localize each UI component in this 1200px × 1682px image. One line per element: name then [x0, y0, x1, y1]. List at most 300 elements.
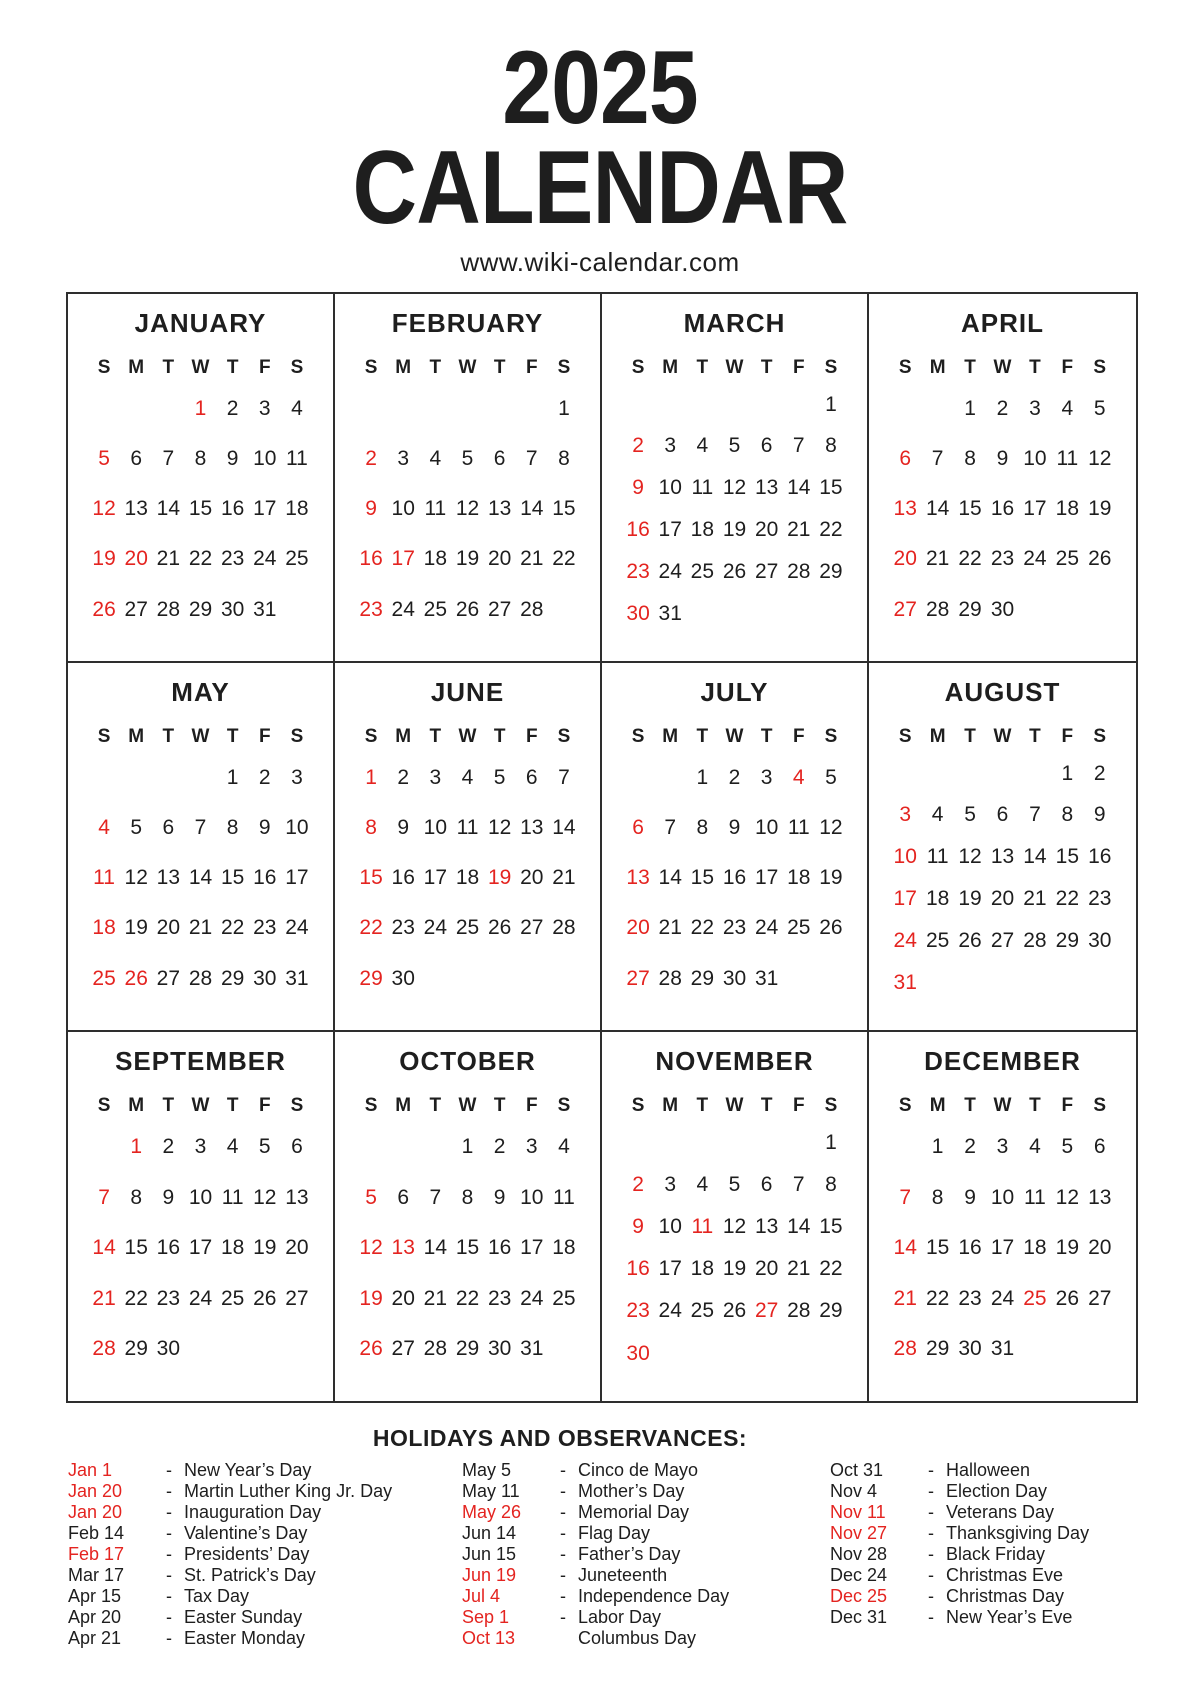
date-cell: 11 [926, 845, 949, 869]
date-cell: 12 [124, 866, 148, 890]
date-cell: 22 [690, 916, 715, 940]
date-cell: 21 [787, 1257, 811, 1281]
date-cell: 3 [291, 765, 303, 789]
holiday-date: May 11 [462, 1480, 520, 1501]
date-cell: 23 [359, 597, 383, 621]
date-cell: 6 [493, 446, 506, 470]
week-row [889, 794, 1116, 836]
date-cell: 1 [130, 1134, 143, 1158]
holiday-separator: - [928, 1564, 934, 1585]
month-title: MARCH [683, 307, 786, 338]
date-cell: 6 [130, 446, 143, 470]
date-cell: 27 [754, 1299, 779, 1323]
week-row [889, 484, 1116, 534]
day-header: S [1093, 1094, 1107, 1116]
date-cell: 31 [658, 601, 682, 625]
date-cell: 11 [456, 815, 479, 839]
date-cell: 19 [722, 518, 747, 542]
week-row [355, 953, 580, 1003]
day-header: F [258, 1094, 271, 1116]
date-cell: 20 [626, 916, 650, 940]
holiday-separator: - [166, 1501, 172, 1522]
week-row [355, 484, 580, 534]
date-cell: 20 [893, 547, 917, 571]
day-header: F [525, 725, 538, 747]
week-row [889, 962, 1116, 1004]
date-cell: 25 [285, 547, 309, 571]
date-cell: 28 [925, 597, 950, 621]
week-row [889, 1273, 1116, 1324]
day-header: M [662, 1094, 679, 1116]
date-cell: 21 [188, 916, 213, 940]
week-row [622, 1248, 847, 1290]
holiday-separator: - [166, 1522, 172, 1543]
holiday-date: Jan 20 [68, 1480, 123, 1501]
holiday-row [462, 1502, 830, 1523]
date-cell: 14 [552, 815, 576, 839]
day-header: T [1029, 725, 1041, 747]
date-cell: 28 [658, 966, 682, 990]
holiday-name: Martin Luther King Jr. Day [184, 1480, 393, 1501]
holiday-row [68, 1544, 462, 1565]
date-cell: 10 [423, 815, 448, 839]
holiday-separator: - [560, 1522, 566, 1543]
month-august [869, 663, 1136, 1032]
day-header: W [725, 725, 744, 747]
holiday-date: Nov 4 [830, 1480, 878, 1501]
date-cell: 8 [825, 1172, 837, 1196]
date-cell: 6 [525, 765, 538, 789]
date-cell: 17 [391, 547, 415, 571]
date-cell: 18 [285, 497, 309, 521]
day-header: S [557, 356, 571, 378]
holiday-separator [548, 1628, 578, 1649]
week-row [88, 953, 313, 1003]
holiday-column-3 [830, 1460, 1089, 1649]
week-row [88, 1172, 313, 1223]
holiday-name: Columbus Day [578, 1627, 697, 1648]
weekday-header-row [622, 358, 847, 378]
date-cell: 14 [156, 497, 181, 521]
week-row [355, 903, 580, 953]
date-cell: 29 [188, 597, 213, 621]
date-cell: 27 [391, 1337, 415, 1361]
date-cell: 8 [964, 446, 976, 470]
holiday-separator: - [928, 1543, 934, 1564]
holiday-name: Mother’s Day [578, 1480, 685, 1501]
day-header: S [631, 1094, 645, 1116]
day-header: S [898, 356, 912, 378]
month-title: APRIL [961, 307, 1044, 338]
date-cell: 23 [626, 559, 650, 583]
holiday-row [462, 1523, 830, 1544]
date-cell: 3 [397, 446, 410, 470]
page-header [0, 0, 1200, 278]
day-header: M [128, 356, 145, 378]
date-cell: 26 [253, 1286, 277, 1310]
date-cell: 5 [728, 1172, 741, 1196]
date-cell: 17 [1023, 497, 1047, 521]
week-row [88, 803, 313, 853]
date-cell: 1 [931, 1134, 944, 1158]
weekday-header-row [889, 358, 1116, 378]
date-cell: 20 [754, 1257, 779, 1281]
day-header: M [395, 356, 412, 378]
date-cell: 12 [92, 497, 116, 521]
date-cell: 2 [397, 765, 410, 789]
date-cell: 20 [754, 518, 779, 542]
date-cell: 28 [92, 1337, 116, 1361]
date-cell: 23 [958, 1286, 982, 1310]
holiday-name: Tax Day [184, 1585, 250, 1606]
holiday-name: Easter Monday [184, 1627, 306, 1648]
day-header: S [1093, 356, 1107, 378]
week-row [889, 920, 1116, 962]
date-cell: 24 [285, 916, 309, 940]
date-cell: 4 [696, 1172, 709, 1196]
date-cell: 19 [124, 916, 148, 940]
date-cell: 29 [819, 559, 843, 583]
date-cell: 8 [226, 815, 239, 839]
date-cell: 25 [220, 1286, 245, 1310]
date-cell: 19 [92, 547, 116, 571]
date-cell: 24 [253, 547, 277, 571]
week-row [622, 384, 847, 426]
holiday-row [68, 1607, 462, 1628]
date-cell: 27 [626, 966, 650, 990]
holiday-date: Jun 19 [462, 1564, 517, 1585]
week-row [889, 1324, 1116, 1375]
date-cell: 13 [124, 497, 148, 521]
day-header: F [792, 725, 805, 747]
week-row [622, 1122, 847, 1164]
month-title: JUNE [430, 676, 505, 707]
weekday-header-row [889, 727, 1116, 747]
date-cell: 16 [722, 866, 747, 890]
date-cell: 11 [787, 815, 810, 839]
month-february [335, 294, 602, 663]
date-cell: 14 [520, 497, 544, 521]
date-cell: 7 [558, 765, 570, 789]
date-cell: 9 [1093, 803, 1106, 827]
date-cell: 16 [626, 1257, 650, 1281]
date-cell: 4 [1029, 1134, 1041, 1158]
date-cell: 31 [520, 1337, 544, 1361]
date-cell: 10 [893, 845, 917, 869]
date-cell: 3 [664, 1172, 677, 1196]
holiday-name: Cinco de Mayo [578, 1459, 699, 1480]
week-row [622, 1290, 847, 1332]
holidays-section [0, 1425, 1200, 1649]
date-cell: 2 [996, 396, 1009, 420]
date-cell: 15 [552, 497, 576, 521]
date-cell: 25 [92, 966, 116, 990]
date-cell: 3 [664, 434, 677, 458]
day-header: S [364, 725, 378, 747]
date-cell: 26 [722, 559, 747, 583]
holiday-columns [68, 1460, 1200, 1649]
day-header: S [290, 356, 304, 378]
date-cell: 13 [990, 845, 1015, 869]
week-row [355, 753, 580, 803]
date-cell: 19 [819, 866, 843, 890]
date-cell: 26 [1088, 547, 1112, 571]
date-cell: 24 [391, 597, 415, 621]
date-cell: 29 [1055, 928, 1080, 952]
day-header: S [898, 1094, 912, 1116]
holiday-row [68, 1628, 462, 1649]
holiday-date: Jun 15 [462, 1543, 517, 1564]
date-cell: 12 [1088, 446, 1112, 470]
holiday-date: Nov 11 [830, 1501, 886, 1522]
holidays-title: HOLIDAYS AND OBSERVANCES: [372, 1424, 748, 1451]
date-cell: 21 [787, 518, 811, 542]
month-weeks [355, 384, 580, 635]
date-cell: 31 [754, 966, 779, 990]
date-cell: 21 [893, 1286, 917, 1310]
holiday-row [462, 1607, 830, 1628]
date-cell: 6 [760, 1172, 773, 1196]
date-cell: 23 [391, 916, 415, 940]
date-cell: 2 [162, 1134, 175, 1158]
date-cell: 25 [423, 597, 448, 621]
month-weeks [88, 753, 313, 1004]
day-header: S [364, 356, 378, 378]
holiday-separator: - [928, 1480, 934, 1501]
week-row [622, 753, 847, 803]
date-cell: 27 [487, 597, 512, 621]
weekday-header-row [355, 727, 580, 747]
week-row [355, 1223, 580, 1274]
date-cell: 28 [787, 559, 811, 583]
date-cell: 11 [93, 866, 115, 890]
date-cell: 2 [493, 1134, 506, 1158]
date-cell: 11 [1056, 446, 1079, 470]
holiday-separator: - [560, 1606, 566, 1627]
day-header: S [97, 356, 111, 378]
date-cell: 1 [461, 1134, 474, 1158]
day-header: T [696, 1094, 709, 1116]
date-cell: 16 [359, 547, 383, 571]
holiday-row [462, 1544, 830, 1565]
date-cell: 15 [958, 497, 982, 521]
date-cell: 12 [359, 1236, 383, 1260]
date-cell: 12 [722, 1215, 747, 1239]
holiday-separator: - [560, 1564, 566, 1585]
holiday-name: Christmas Day [946, 1585, 1065, 1606]
date-cell: 6 [1093, 1134, 1106, 1158]
day-header: T [696, 725, 709, 747]
date-cell: 13 [626, 866, 650, 890]
date-cell: 29 [690, 966, 715, 990]
holiday-row [462, 1481, 830, 1502]
date-cell: 29 [925, 1337, 950, 1361]
month-title: DECEMBER [924, 1045, 1081, 1076]
date-cell: 17 [423, 866, 448, 890]
date-cell: 28 [423, 1337, 448, 1361]
week-row [889, 1122, 1116, 1173]
date-cell: 27 [156, 966, 181, 990]
day-header: F [1061, 1094, 1074, 1116]
day-header: S [898, 725, 912, 747]
holiday-name: Presidents’ Day [184, 1543, 310, 1564]
date-cell: 3 [429, 765, 442, 789]
date-cell: 21 [92, 1286, 116, 1310]
date-cell: 17 [285, 866, 309, 890]
date-cell: 26 [455, 597, 480, 621]
day-header: W [458, 1094, 477, 1116]
day-header: F [792, 356, 805, 378]
holiday-date: Nov 28 [830, 1543, 888, 1564]
month-may [68, 663, 335, 1032]
date-cell: 1 [226, 765, 239, 789]
date-cell: 15 [124, 1236, 148, 1260]
holiday-row [830, 1586, 1089, 1607]
date-cell: 23 [253, 916, 277, 940]
week-row [889, 753, 1116, 795]
day-header: T [162, 1094, 175, 1116]
date-cell: 5 [98, 446, 110, 470]
date-cell: 15 [188, 497, 213, 521]
month-weeks [88, 1122, 313, 1375]
holiday-name: New Year’s Eve [946, 1606, 1073, 1627]
day-header: T [493, 725, 506, 747]
day-header: F [258, 725, 271, 747]
date-cell: 19 [359, 1286, 383, 1310]
week-row [88, 1122, 313, 1173]
day-header: M [395, 725, 412, 747]
date-cell: 27 [285, 1286, 309, 1310]
date-cell: 18 [925, 887, 950, 911]
date-cell: 4 [931, 803, 944, 827]
holiday-separator: - [166, 1564, 172, 1585]
week-row [88, 484, 313, 534]
date-cell: 18 [423, 547, 448, 571]
month-november [602, 1032, 869, 1401]
day-header: M [929, 356, 946, 378]
holiday-date: Apr 15 [68, 1585, 122, 1606]
date-cell: 28 [156, 597, 181, 621]
date-cell: 15 [690, 866, 715, 890]
week-row [622, 467, 847, 509]
date-cell: 6 [996, 803, 1009, 827]
holiday-date: Feb 17 [68, 1543, 125, 1564]
date-cell: 25 [925, 928, 950, 952]
date-cell: 22 [925, 1286, 950, 1310]
date-cell: 30 [220, 597, 245, 621]
date-cell: 15 [359, 866, 383, 890]
weekday-header-row [622, 727, 847, 747]
date-cell: 13 [285, 1185, 309, 1209]
month-march [602, 294, 869, 663]
date-cell: 11 [1024, 1185, 1046, 1209]
holiday-name: Halloween [946, 1459, 1031, 1480]
month-title: NOVEMBER [655, 1045, 814, 1076]
date-cell: 15 [819, 476, 843, 500]
holiday-date: May 26 [462, 1501, 522, 1522]
weekday-header-row [88, 727, 313, 747]
date-cell: 8 [1061, 803, 1074, 827]
day-header: T [493, 356, 506, 378]
date-cell: 6 [397, 1185, 410, 1209]
holiday-name: Juneteenth [578, 1564, 668, 1585]
date-cell: 11 [221, 1185, 244, 1209]
day-header: S [97, 725, 111, 747]
date-cell: 31 [893, 970, 917, 994]
date-cell: 5 [258, 1134, 271, 1158]
date-cell: 22 [455, 1286, 480, 1310]
week-row [622, 509, 847, 551]
week-row [355, 534, 580, 584]
week-row [355, 1172, 580, 1223]
date-cell: 29 [220, 966, 245, 990]
date-cell: 18 [92, 916, 116, 940]
date-cell: 16 [626, 518, 650, 542]
date-cell: 2 [258, 765, 271, 789]
date-cell: 23 [156, 1286, 181, 1310]
date-cell: 10 [253, 446, 277, 470]
month-september [68, 1032, 335, 1401]
date-cell: 24 [658, 559, 682, 583]
date-cell: 9 [258, 815, 271, 839]
date-cell: 14 [893, 1236, 917, 1260]
date-cell: 3 [194, 1134, 207, 1158]
holiday-row [462, 1565, 830, 1586]
date-cell: 23 [722, 916, 747, 940]
date-cell: 27 [1088, 1286, 1112, 1310]
holiday-name: Father’s Day [578, 1543, 681, 1564]
date-cell: 2 [632, 1172, 644, 1196]
date-cell: 4 [558, 1134, 570, 1158]
holiday-name: Flag Day [578, 1522, 651, 1543]
date-cell: 16 [990, 497, 1015, 521]
date-cell: 8 [558, 446, 570, 470]
week-row [889, 534, 1116, 584]
day-header: S [631, 725, 645, 747]
holiday-name: Independence Day [578, 1585, 730, 1606]
date-cell: 22 [819, 518, 843, 542]
date-cell: 7 [792, 434, 805, 458]
date-cell: 8 [931, 1185, 944, 1209]
date-cell: 21 [423, 1286, 448, 1310]
date-cell: 23 [990, 547, 1015, 571]
date-cell: 10 [990, 1185, 1015, 1209]
date-cell: 12 [819, 815, 843, 839]
date-cell: 16 [391, 866, 415, 890]
date-cell: 20 [487, 547, 512, 571]
day-header: F [525, 356, 538, 378]
date-cell: 14 [658, 866, 682, 890]
day-header: T [964, 725, 976, 747]
date-cell: 22 [359, 916, 383, 940]
date-cell: 30 [156, 1337, 181, 1361]
day-header: T [429, 356, 442, 378]
date-cell: 5 [964, 803, 976, 827]
date-cell: 4 [98, 815, 110, 839]
date-cell: 10 [188, 1185, 213, 1209]
date-cell: 16 [253, 866, 277, 890]
date-cell: 9 [728, 815, 741, 839]
date-cell: 22 [1055, 887, 1080, 911]
day-header: T [226, 356, 239, 378]
day-header: M [395, 1094, 412, 1116]
week-row [355, 1122, 580, 1173]
day-header: S [631, 356, 645, 378]
date-cell: 27 [124, 597, 148, 621]
date-cell: 7 [525, 446, 538, 470]
date-cell: 26 [722, 1299, 747, 1323]
holiday-row [68, 1460, 462, 1481]
